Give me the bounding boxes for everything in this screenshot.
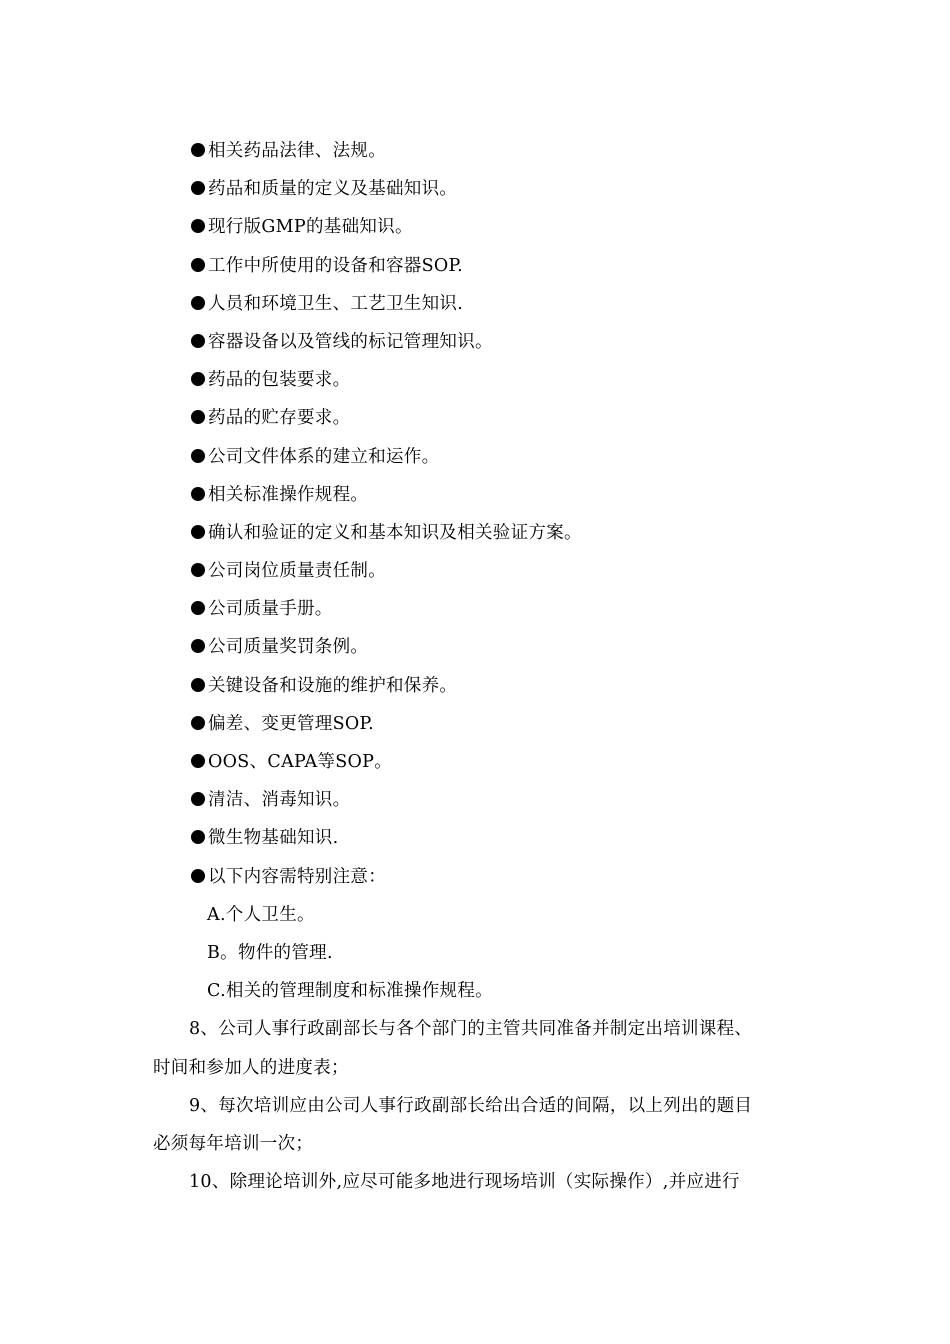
list-item [153,590,813,628]
list-item [153,514,813,552]
list-item [153,705,813,743]
paragraph-line: 8、公司人事行政副部长与各个部门的主管共同准备并制定出培训课程、 [189,1019,753,1040]
bullet-icon [191,869,205,883]
list-item [153,819,813,857]
bullet-icon [191,639,205,653]
list-item [153,438,813,476]
sub-list-item: C.相关的管理制度和标准操作规程。 [207,981,493,1002]
list-item-text: 人员和环境卫生、工艺卫生知识. [208,293,464,314]
bullet-icon [191,219,205,233]
bullet-icon [191,410,205,424]
list-item-text: OOS、CAPA等SOP。 [208,752,393,772]
bullet-icon [191,830,205,844]
list-item-text: 药品的包装要求。 [208,370,351,391]
paragraph-line: 必须每年培训一次； [153,1133,314,1154]
list-item-text: 以下内容需特别注意： [208,866,386,887]
list-item-text: 公司质量手册。 [208,599,333,620]
document-body [153,132,813,1201]
list-item [153,667,813,705]
list-item-text: 公司岗位质量责任制。 [208,561,386,582]
bullet-icon [191,601,205,615]
list-item-text: 清洁、消毒知识。 [208,790,351,811]
list-item [153,476,813,514]
list-item [153,743,813,781]
list-item-text: 偏差、变更管理SOP. [208,713,374,734]
list-item [153,208,813,246]
bullet-icon [191,181,205,195]
bullet-icon [191,563,205,577]
list-item [153,170,813,208]
list-item-text: 容器设备以及管线的标记管理知识。 [208,331,493,352]
sub-list-item: A.个人卫生。 [207,904,315,925]
list-item-text: 微生物基础知识. [208,828,339,849]
list-item [153,247,813,285]
bullet-icon [191,449,205,463]
bullet-icon [191,678,205,692]
list-item-text: 公司质量奖罚条例。 [208,637,369,658]
list-item-text: 工作中所使用的设备和容器SOP. [208,255,463,276]
list-item-text: 药品和质量的定义及基础知识。 [208,179,458,200]
list-item [153,132,813,170]
bullet-icon [191,716,205,730]
bullet-icon [191,143,205,157]
sub-list-item: B。物件的管理. [207,942,333,963]
list-item-text: 现行版GMP的基础知识。 [208,217,413,238]
bullet-icon [191,487,205,501]
list-item [153,858,813,896]
list-item-text: 确认和验证的定义和基本知识及相关验证方案。 [208,522,582,543]
bullet-icon [191,754,205,768]
list-item-text: 关键设备和设施的维护和保养。 [208,675,458,696]
list-item [153,361,813,399]
list-item [153,552,813,590]
bullet-icon [191,334,205,348]
list-item [153,399,813,437]
bullet-icon [191,525,205,539]
bullet-icon [191,296,205,310]
list-item-text: 相关标准操作规程。 [208,484,369,505]
list-item [153,781,813,819]
list-item-text: 相关药品法律、法规。 [208,141,386,161]
list-item [153,628,813,666]
bullet-icon [191,258,205,272]
list-item-text: 公司文件体系的建立和运作。 [208,446,440,467]
bullet-icon [191,372,205,386]
paragraph-line: 9、每次培训应由公司人事行政副部长给出合适的间隔，以上列出的题目 [189,1095,753,1116]
list-item [153,285,813,323]
list-item-text: 药品的贮存要求。 [208,408,351,429]
paragraph-line: 时间和参加人的进度表； [153,1057,349,1078]
bullet-icon [191,792,205,806]
list-item [153,323,813,361]
paragraph-line: 10、除理论培训外,应尽可能多地进行现场培训（实际操作）,并应进行 [189,1172,740,1193]
